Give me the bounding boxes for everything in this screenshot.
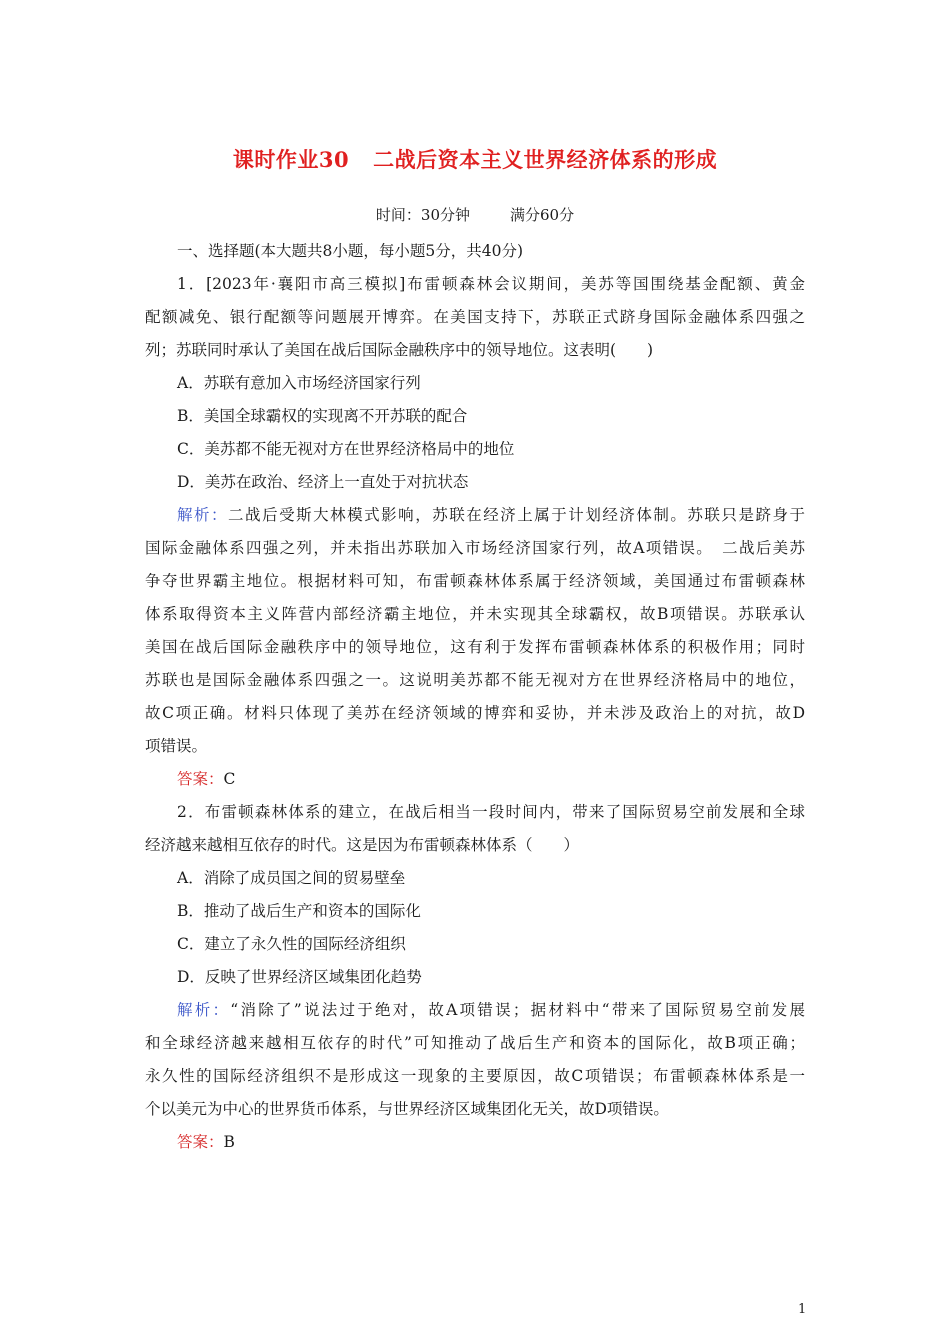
q2-option-b: B．推动了战后生产和资本的国际化 <box>177 902 421 920</box>
q1-analysis-line: 美国在战后国际金融秩序中的领导地位，这有利于发挥布雷顿森林体系的积极作用；同时 <box>145 638 805 656</box>
q1-analysis-line: 项错误。 <box>145 737 208 755</box>
q1-stem-line: 1．[2023年·襄阳市高三模拟]布雷顿森林会议期间，美苏等国围绕基金配额、黄金 <box>177 275 805 293</box>
q2-analysis-first: 解析：“消除了”说法过于绝对，故A项错误；据材料中“带来了国际贸易空前发展 <box>177 1001 805 1019</box>
q1-analysis-line: 体系取得资本主义阵营内部经济霸主地位，并未实现其全球霸权，故B项错误。苏联承认 <box>145 605 805 623</box>
q2-stem-line: 2．布雷顿森林体系的建立，在战后相当一段时间内，带来了国际贸易空前发展和全球 <box>177 803 805 821</box>
time-score-info <box>0 204 950 225</box>
q1-analysis-line: 国际金融体系四强之列，并未指出苏联加入市场经济国家行列，故A项错误。 二战后美苏 <box>145 539 805 557</box>
q2-option-c: C．建立了永久性的国际经济组织 <box>177 935 406 953</box>
q2-analysis-line: 个以美元为中心的世界货币体系，与世界经济区域集团化无关，故D项错误。 <box>145 1100 669 1118</box>
q1-analysis-line: 故C项正确。材料只体现了美苏在经济领域的博弈和妥协，并未涉及政治上的对抗，故D <box>145 704 805 722</box>
page-number: 1 <box>798 1302 807 1317</box>
q1-option-d: D．美苏在政治、经济上一直处于对抗状态 <box>177 473 469 491</box>
q2-answer: 答案：B <box>177 1133 235 1151</box>
q2-analysis-line: 永久性的国际经济组织不是形成这一现象的主要原因，故C项错误；布雷顿森林体系是一 <box>145 1067 805 1085</box>
time-limit: 时间：30分钟 <box>375 206 470 224</box>
q1-stem-line: 配额减免、银行配额等问题展开博弈。在美国支持下，苏联正式跻身国际金融体系四强之 <box>145 308 805 326</box>
q1-answer: 答案：C <box>177 770 236 788</box>
q2-option-a: A．消除了成员国之间的贸易壁垒 <box>177 869 406 887</box>
q1-stem-line: 列；苏联同时承认了美国在战后国际金融秩序中的领导地位。这表明( ) <box>145 341 654 359</box>
q2-stem-line: 经济越来越相互依存的时代。这是因为布雷顿森林体系（ ） <box>145 836 580 854</box>
analysis-label: 解析： <box>177 506 229 524</box>
q1-analysis-first: 解析：二战后受斯大林模式影响，苏联在经济上属于计划经济体制。苏联只是跻身于 <box>177 506 805 524</box>
q2-option-d: D．反映了世界经济区域集团化趋势 <box>177 968 422 986</box>
section-heading: 一、选择题(本大题共8小题，每小题5分，共40分) <box>177 242 524 260</box>
analysis-label: 解析： <box>177 1001 231 1019</box>
full-score: 满分60分 <box>510 206 575 224</box>
page-title: 课时作业30 二战后资本主义世界经济体系的形成 <box>232 147 718 172</box>
q2-analysis-line: 和全球经济越来越相互依存的时代”可知推动了战后生产和资本的国际化，故B项正确； <box>145 1034 805 1052</box>
q1-analysis-line: 苏联也是国际金融体系四强之一。这说明美苏都不能无视对方在世界经济格局中的地位， <box>145 671 805 689</box>
answer-label: 答案： <box>177 770 224 788</box>
q1-analysis-line: 争夺世界霸主地位。根据材料可知，布雷顿森林体系属于经济领域，美国通过布雷顿森林 <box>145 572 805 590</box>
q1-option-a: A．苏联有意加入市场经济国家行列 <box>177 374 421 392</box>
q1-option-c: C．美苏都不能无视对方在世界经济格局中的地位 <box>177 440 515 458</box>
answer-label: 答案： <box>177 1133 224 1151</box>
q1-option-b: B．美国全球霸权的实现离不开苏联的配合 <box>177 407 468 425</box>
